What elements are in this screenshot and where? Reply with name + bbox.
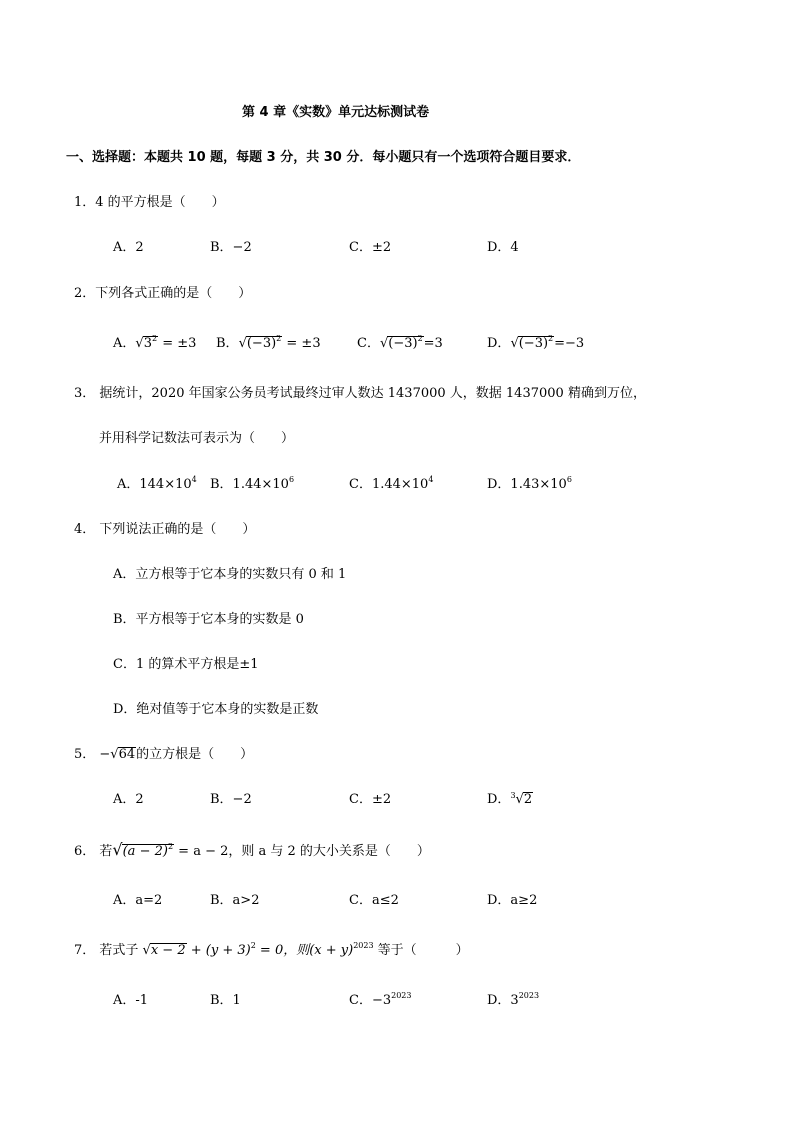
radicand xyxy=(122,844,174,858)
question-4-stem: 4． 下列说法正确的是（ ） xyxy=(74,522,256,537)
radicand-value: (a − 2) xyxy=(122,844,168,859)
sqrt-sign-icon: √ xyxy=(135,336,144,351)
question-4-option-b: B．平方根等于它本身的实数是 0 xyxy=(113,612,304,627)
question-7-option-b: B．1 xyxy=(210,993,241,1008)
option-result: =−3 xyxy=(554,336,585,351)
exponent: 2 xyxy=(548,334,554,343)
question-5-option-d xyxy=(487,792,533,808)
option-result: = ±3 xyxy=(158,336,197,351)
option-label: B． xyxy=(216,336,239,351)
question-2-option-a xyxy=(113,336,196,352)
question-2-option-d xyxy=(487,336,584,352)
option-result: = ±3 xyxy=(282,336,321,351)
root-index: 3 xyxy=(510,791,516,800)
question-3-option-c xyxy=(349,477,433,493)
question-5-option-b: B．−2 xyxy=(210,792,252,807)
question-6-stem xyxy=(74,842,430,860)
sqrt-sign-icon: √ xyxy=(110,747,119,762)
exponent: 2023 xyxy=(391,991,412,1000)
stem-middle: + (y + 3) xyxy=(186,943,251,958)
question-1-option-d: D．4 xyxy=(487,240,519,255)
question-1-option-c: C．±2 xyxy=(349,240,392,255)
option-text: D．3 xyxy=(487,993,519,1008)
question-3-option-b xyxy=(210,477,294,493)
question-7-option-a: A．-1 xyxy=(113,993,149,1008)
radicand-value: (−3) xyxy=(388,336,418,351)
sqrt-sign-icon: √ xyxy=(379,336,389,351)
radicand: 2 xyxy=(523,792,533,807)
radicand xyxy=(246,336,282,350)
radicand xyxy=(143,336,158,350)
question-1-stem: 1．4 的平方根是（ ） xyxy=(74,195,225,210)
radicand-value: (−3) xyxy=(518,336,549,351)
stem-prefix: 7． 若式子 xyxy=(74,943,143,958)
stem-suffix: = a − 2，则 a 与 2 的大小关系是（ ） xyxy=(174,844,430,859)
question-4-option-c: C．1 的算术平方根是±1 xyxy=(113,657,259,672)
question-3-option-a xyxy=(117,477,197,493)
question-3-stem-line-1: 3． 据统计，2020 年国家公务员考试最终过审人数达 1437000 人，数据 1437000 精确到万位， xyxy=(74,386,646,401)
stem-prefix: 5． − xyxy=(74,747,111,762)
question-6-option-c: C．a≤2 xyxy=(349,893,399,908)
question-3-option-d xyxy=(487,477,572,493)
exponent: 2 xyxy=(276,334,282,343)
question-7-option-c xyxy=(349,993,411,1009)
radicand xyxy=(387,336,423,350)
option-label: D． xyxy=(487,336,511,351)
option-label: D． xyxy=(487,792,511,807)
exponent: 2 xyxy=(167,842,174,851)
option-text: C．1.44×10 xyxy=(349,477,429,492)
exponent: 4 xyxy=(428,475,434,484)
exponent: 2023 xyxy=(353,941,374,950)
exponent: 2 xyxy=(417,334,423,343)
question-2-option-b xyxy=(216,336,321,352)
radicand: 64 xyxy=(118,747,136,762)
sqrt-sign-icon: √ xyxy=(142,943,151,958)
question-5-option-a: A．2 xyxy=(113,792,144,807)
radicand xyxy=(518,336,554,350)
question-1-option-a: A．2 xyxy=(113,240,144,255)
sqrt-sign-icon: √ xyxy=(510,336,519,351)
exponent: 6 xyxy=(288,475,295,484)
option-text: C．−3 xyxy=(349,993,392,1008)
question-5-stem xyxy=(74,747,253,763)
exponent: 4 xyxy=(191,475,197,484)
page-title: 第 4 章《实数》单元达标测试卷 xyxy=(242,105,430,120)
radicand: x − 2 xyxy=(150,943,186,958)
question-2-stem: 2．下列各式正确的是（ ） xyxy=(74,286,252,301)
option-text: D．1.43×10 xyxy=(487,477,567,492)
stem-middle-2: = 0，则(x + y) xyxy=(255,943,354,958)
question-1-option-b: B．−2 xyxy=(210,240,252,255)
exponent: 6 xyxy=(566,475,572,484)
stem-prefix: 6． 若 xyxy=(74,844,113,859)
question-7-option-d xyxy=(487,993,539,1009)
exponent: 2023 xyxy=(518,991,540,1000)
option-result: =3 xyxy=(423,336,443,351)
question-7-stem xyxy=(74,943,469,959)
sqrt-sign-icon: √ xyxy=(112,840,123,859)
question-3-stem-line-2: 并用科学记数法可表示为（ ） xyxy=(99,431,295,446)
section-heading: 一、选择题：本题共 10 题，每题 3 分，共 30 分．每小题只有一个选项符合题目要求． xyxy=(66,150,581,165)
stem-suffix: 的立方根是（ ） xyxy=(136,747,254,762)
question-4-option-d: D．绝对值等于它本身的实数是正数 xyxy=(113,702,319,717)
exponent: 2 xyxy=(250,941,256,950)
question-2-option-c xyxy=(357,336,443,352)
option-label: C． xyxy=(357,336,380,351)
question-6-option-b: B．a>2 xyxy=(210,893,260,908)
question-6-option-a: A．a=2 xyxy=(113,893,163,908)
radicand-value: 3 xyxy=(143,336,152,351)
question-4-option-a: A．立方根等于它本身的实数只有 0 和 1 xyxy=(113,567,347,582)
question-5-option-c: C．±2 xyxy=(349,792,392,807)
option-text: A．144×10 xyxy=(117,477,192,492)
cube-root-sign-icon: √ xyxy=(515,792,524,807)
question-6-option-d: D．a≥2 xyxy=(487,893,538,908)
option-label: A． xyxy=(113,336,136,351)
option-text: B．1.44×10 xyxy=(210,477,289,492)
exponent: 2 xyxy=(151,334,158,343)
radicand-value: (−3) xyxy=(246,336,277,351)
stem-suffix: 等于（ ） xyxy=(373,943,469,958)
sqrt-sign-icon: √ xyxy=(238,336,247,351)
